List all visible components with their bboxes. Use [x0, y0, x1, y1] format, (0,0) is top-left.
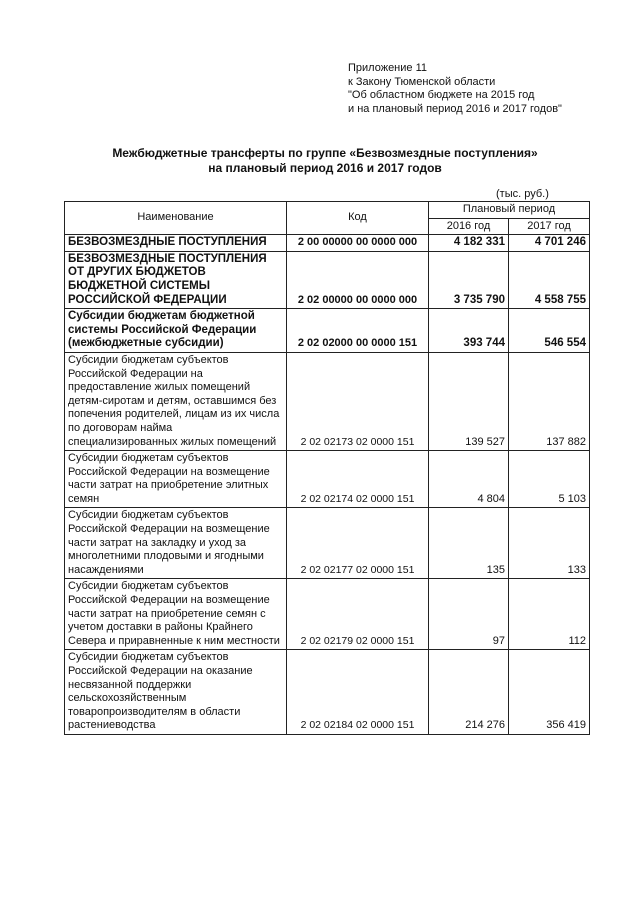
row-value-2017: 546 554: [509, 309, 590, 353]
appendix-line: Приложение 11: [348, 62, 427, 74]
title-line-1: Межбюджетные трансферты по группе «Безвозмездные поступления»: [112, 146, 538, 160]
row-value-2016: 135: [429, 508, 509, 579]
appendix-line: к Закону Тюменской области: [348, 75, 496, 88]
table-row: [65, 508, 590, 579]
row-value-2017: 4 701 246: [509, 235, 590, 252]
table-row: [65, 650, 590, 735]
row-code: 2 02 02177 02 0000 151: [287, 508, 429, 579]
row-code: 2 00 00000 00 0000 000: [287, 235, 429, 252]
header-period: Плановый период: [429, 202, 590, 219]
row-code: 2 02 00000 00 0000 000: [287, 251, 429, 308]
row-value-2017: 5 103: [509, 451, 590, 508]
row-value-2017: 112: [509, 579, 590, 650]
row-code: 2 02 02000 00 0000 151: [287, 309, 429, 353]
appendix-line: и на плановый период 2016 и 2017 годов": [348, 102, 562, 115]
row-name: БЕЗВОЗМЕЗДНЫЕ ПОСТУПЛЕНИЯ: [65, 235, 287, 252]
row-value-2017: 356 419: [509, 650, 590, 735]
row-name: Субсидии бюджетам субъектов Российской Федерации на возмещение части затрат на приобретение элитных семян: [65, 451, 287, 508]
row-value-2016: 139 527: [429, 352, 509, 450]
units-label: (тыс. руб.): [496, 188, 549, 200]
row-value-2017: 133: [509, 508, 590, 579]
header-code: Код: [287, 202, 429, 235]
row-value-2016: 4 804: [429, 451, 509, 508]
row-value-2016: 214 276: [429, 650, 509, 735]
row-name: Субсидии бюджетам субъектов Российской Федерации на оказание несвязанной поддержки сельскохозяйственным товаропроизводителям в области растениеводства: [65, 650, 287, 735]
row-name: Субсидии бюджетам бюджетной системы Российской Федерации (межбюджетные субсидии): [65, 309, 287, 353]
row-name: Субсидии бюджетам субъектов Российской Федерации на возмещение части затрат на закладку и уход за многолетними плодовыми и ягодными насаждениями: [65, 508, 287, 579]
table-row: [65, 352, 590, 450]
row-value-2016: 393 744: [429, 309, 509, 353]
table-row: [65, 235, 590, 252]
row-value-2016: 3 735 790: [429, 251, 509, 308]
title-line-2: на плановый период 2016 и 2017 годов: [208, 161, 442, 175]
row-code: 2 02 02179 02 0000 151: [287, 579, 429, 650]
row-name: БЕЗВОЗМЕЗДНЫЕ ПОСТУПЛЕНИЯ ОТ ДРУГИХ БЮДЖЕТОВ БЮДЖЕТНОЙ СИСТЕМЫ РОССИЙСКОЙ ФЕДЕРАЦИИ: [65, 251, 287, 308]
row-name: Субсидии бюджетам субъектов Российской Федерации на предоставление жилых помещений детям-сиротам и детям, оставшимся без попечения родителей, лицам из их числа по договорам найма специализированных жилых помещений: [65, 352, 287, 450]
row-code: 2 02 02173 02 0000 151: [287, 352, 429, 450]
transfers-table: [64, 201, 590, 735]
table-row: [65, 579, 590, 650]
document-title: [60, 146, 590, 176]
row-value-2016: 4 182 331: [429, 235, 509, 252]
row-value-2017: 4 558 755: [509, 251, 590, 308]
header-name: Наименование: [65, 202, 287, 235]
row-code: 2 02 02184 02 0000 151: [287, 650, 429, 735]
row-value-2017: 137 882: [509, 352, 590, 450]
appendix-line: "Об областном бюджете на 2015 год: [348, 89, 535, 101]
header-year-2017: 2017 год: [509, 218, 590, 235]
table-row: [65, 309, 590, 353]
header-year-2016: 2016 год: [429, 218, 509, 235]
row-name: Субсидии бюджетам субъектов Российской Федерации на возмещение части затрат на приобретение семян с учетом доставки в районы Крайнего Севера и приравненные к ним местности: [65, 579, 287, 650]
table-row: [65, 251, 590, 308]
row-code: 2 02 02174 02 0000 151: [287, 451, 429, 508]
row-value-2016: 97: [429, 579, 509, 650]
appendix-note: [348, 62, 562, 116]
table-row: [65, 451, 590, 508]
